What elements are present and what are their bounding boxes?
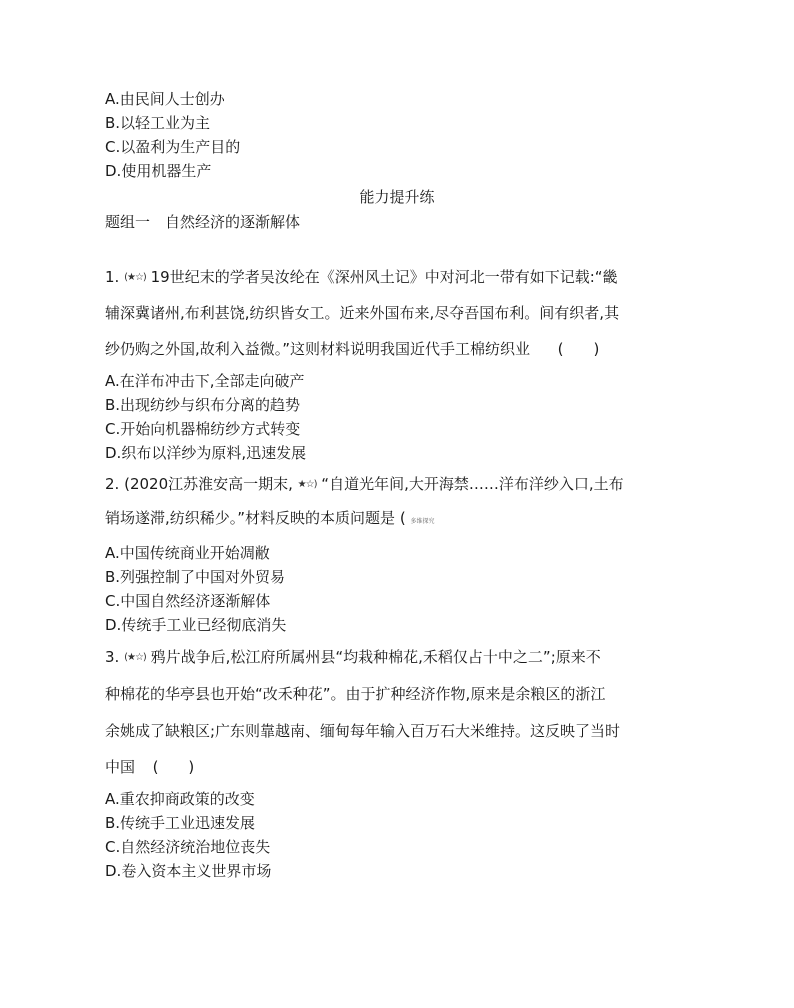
q2-option-c: C.中国自然经济逐渐解体 [105, 592, 271, 610]
q1-option-b: B.出现纺纱与织布分离的趋势 [105, 396, 301, 414]
q3-option-b: B.传统手工业迅速发展 [105, 814, 256, 832]
q1-option-a: A.在洋布冲击下,全部走向破产 [105, 372, 305, 390]
q2-line-1 [105, 473, 690, 494]
q2-text-2: 销场遂滞,纺织稀少。”材料反映的本质问题是 [105, 509, 396, 527]
q2-source: (2020江苏淮安高一期末, [124, 475, 293, 493]
top-option-a: A.由民间人士创办 [105, 90, 225, 108]
q3-answer-paren: ( ) [152, 758, 195, 776]
q2-option-b: B.列强控制了中国对外贸易 [105, 568, 286, 586]
q1-option-d: D.织布以洋纱为原料,迅速发展 [105, 444, 307, 462]
q3-option-d: D.卷入资本主义世界市场 [105, 862, 272, 880]
q1-line-1 [105, 266, 690, 287]
q3-line-1 [105, 646, 690, 667]
q1-difficulty-stars: (★☆) [124, 272, 146, 283]
q1-number: 1. [105, 268, 120, 286]
q3-option-c: C.自然经济统治地位丧失 [105, 838, 271, 856]
q2-option-a: A.中国传统商业开始凋敝 [105, 544, 270, 562]
q1-line-2: 辅深冀诸州,布利甚饶,纺织皆女工。近来外国布来,尽夺吾国布利。间有织者,其 [105, 304, 620, 322]
q3-difficulty-stars: (★☆) [124, 652, 146, 663]
q2-number: 2. [105, 475, 120, 493]
q3-number: 3. [105, 648, 120, 666]
q1-line-3 [105, 338, 690, 359]
group-title: 题组一 自然经济的逐渐解体 [105, 213, 301, 231]
q3-line-3: 余姚成了缺粮区;广东则靠越南、缅甸每年输入百万石大米维持。这反映了当时 [105, 722, 621, 740]
q3-text-4: 中国 [105, 758, 136, 776]
q3-text-1: 鸦片战争后,松江府所属州县“均栽种棉花,禾稻仅占十中之二”;原来不 [150, 648, 601, 666]
q3-option-a: A.重农抑商政策的改变 [105, 790, 255, 808]
q3-line-4 [105, 756, 690, 777]
q2-line-2 [105, 507, 690, 528]
q1-text-1: 19世纪末的学者吴汝纶在《深州风土记》中对河北一带有如下记载:“畿 [150, 268, 618, 286]
q1-text-3: 纱仍购之外国,故利入益微。”这则材料说明我国近代手工棉纺织业 [105, 340, 531, 358]
q1-option-c: C.开始向机器棉纺纱方式转变 [105, 420, 301, 438]
q2-text-1: “自道光年间,大开海禁……洋布洋纱入口,土布 [321, 475, 624, 493]
q3-line-2: 种棉花的华亭县也开始“改禾种花”。由于扩种经济作物,原来是余粮区的浙江 [105, 685, 606, 703]
top-option-c: C.以盈利为生产目的 [105, 138, 241, 156]
top-option-b: B.以轻工业为主 [105, 114, 211, 132]
q2-answer-paren: ( [399, 509, 406, 527]
top-option-d: D.使用机器生产 [105, 162, 212, 180]
q2-option-d: D.传统手工业已经彻底消失 [105, 616, 287, 634]
q2-tag: 多维探究 [410, 518, 435, 525]
q2-difficulty-stars: ★☆) [297, 479, 317, 490]
q1-answer-paren: ( ) [557, 340, 600, 358]
section-title: 能力提升练 [359, 188, 435, 206]
